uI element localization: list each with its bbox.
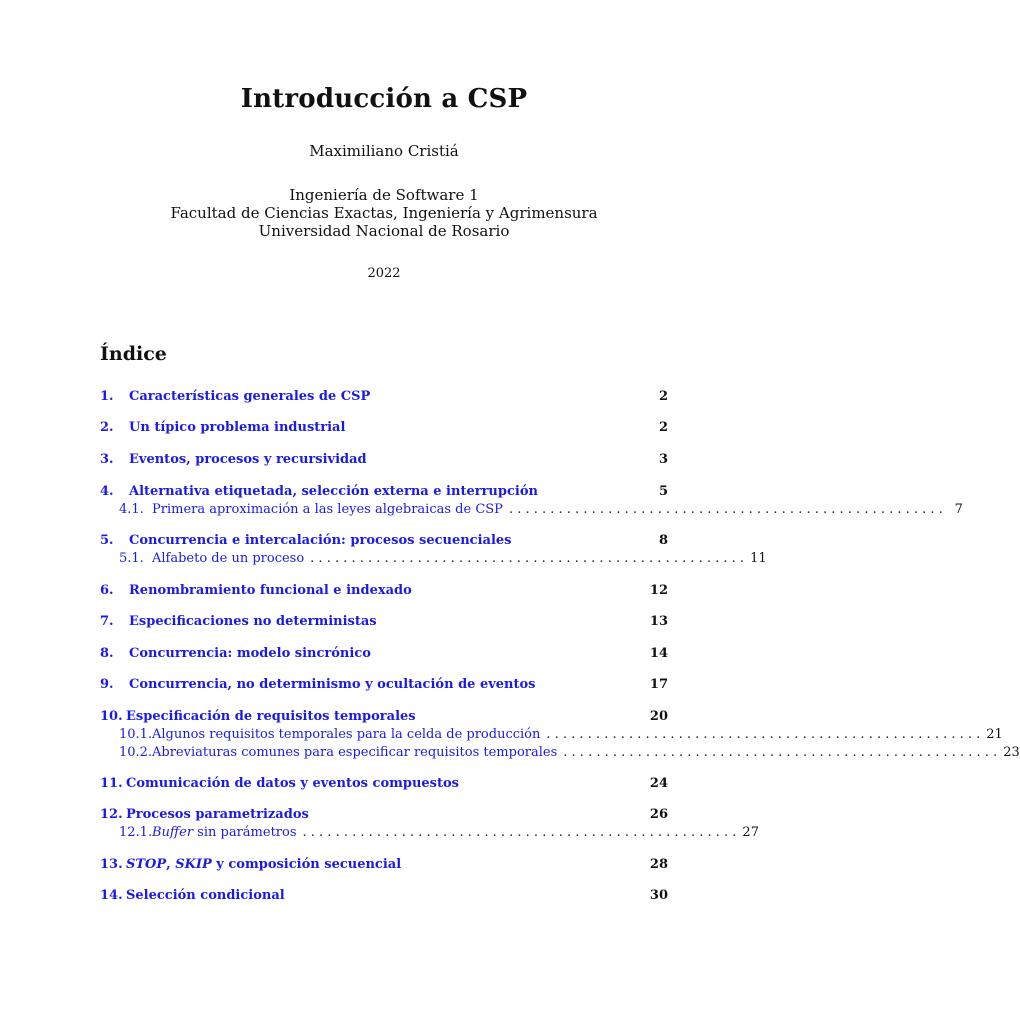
toc-subsection-entry[interactable] xyxy=(100,502,963,520)
toc-section-title[interactable]: Concurrencia e intercalación: procesos secuenciales xyxy=(129,533,512,548)
toc-section-title[interactable]: Eventos, procesos y recursividad xyxy=(129,452,367,467)
toc-section-entry[interactable] xyxy=(100,709,668,727)
toc-subsection-entry[interactable] xyxy=(100,825,759,843)
toc-page-number[interactable]: 20 xyxy=(649,709,668,724)
toc-section-title[interactable]: Características generales de CSP xyxy=(129,389,371,404)
toc-page-number[interactable]: 26 xyxy=(649,807,668,822)
toc-page-number[interactable]: 5 xyxy=(658,484,668,499)
toc-section-number[interactable]: 3. xyxy=(100,452,114,467)
toc-subsection-number[interactable]: 10.1. xyxy=(119,727,153,742)
toc-subsection-number[interactable]: 10.2. xyxy=(119,745,153,760)
toc-subsection-title[interactable]: Alfabeto de un proceso xyxy=(152,551,305,566)
affiliation-line: Ingeniería de Software 1 xyxy=(289,186,479,204)
toc-section-title[interactable]: STOP, SKIP y composición secuencial xyxy=(126,857,402,872)
toc-section-title[interactable]: Un típico problema industrial xyxy=(129,420,346,435)
toc-section-entry[interactable] xyxy=(100,614,668,632)
toc-section-entry[interactable] xyxy=(100,389,668,407)
toc-section-number[interactable]: 12. xyxy=(100,807,123,822)
toc-subsection-entry[interactable] xyxy=(100,745,1020,763)
toc-page-number[interactable]: 12 xyxy=(649,583,668,598)
toc-page-number[interactable]: 17 xyxy=(649,677,668,692)
toc-section-number[interactable]: 13. xyxy=(100,857,123,872)
toc-subsection-entry[interactable] xyxy=(100,727,1003,745)
toc-page-number[interactable]: 8 xyxy=(658,533,668,548)
toc-section-title[interactable]: Comunicación de datos y eventos compuestos xyxy=(126,776,459,791)
toc-page-number[interactable]: 13 xyxy=(649,614,668,629)
toc-section-number[interactable]: 2. xyxy=(100,420,114,435)
toc-page-number[interactable]: 21 xyxy=(986,727,1003,742)
toc-section-number[interactable]: 10. xyxy=(100,709,123,724)
toc-section-title[interactable]: Concurrencia: modelo sincrónico xyxy=(129,646,371,661)
toc-section-title[interactable]: Especificaciones no deterministas xyxy=(129,614,377,629)
toc-section-number[interactable]: 14. xyxy=(100,888,123,903)
toc-leader-dots: . . . . . . . . . . . . . . . . . . . . . . . . . . . . . . . . . . . . . . . . . . . . . . . . . . . . . xyxy=(508,502,943,517)
toc-leader-dots: . . . . . . . . . . . . . . . . . . . . . . . . . . . . . . . . . . . . . . . . . . . . . . . . . . . . . xyxy=(310,551,745,566)
toc-leader-dots: . . . . . . . . . . . . . . . . . . . . . . . . . . . . . . . . . . . . . . . . . . . . . . . . . . . . . xyxy=(563,745,998,760)
toc-page-number[interactable]: 23 xyxy=(1003,745,1020,760)
toc-page-number[interactable]: 11 xyxy=(750,551,767,566)
toc-section-title[interactable]: Renombramiento funcional e indexado xyxy=(129,583,412,598)
affiliation-block xyxy=(0,186,768,240)
document-date: 2022 xyxy=(367,266,401,281)
toc-page-number[interactable]: 27 xyxy=(742,825,759,840)
toc-leader-dots: . . . . . . . . . . . . . . . . . . . . . . . . . . . . . . . . . . . . . . . . . . . . . . . . . . . . . xyxy=(302,825,737,840)
toc-heading: Índice xyxy=(100,343,167,365)
toc-section-number[interactable]: 4. xyxy=(100,484,114,499)
toc-section-entry[interactable] xyxy=(100,420,668,438)
toc-subsection-title[interactable]: Algunos requisitos temporales para la celda de producción xyxy=(152,727,541,742)
toc-subsection-entry[interactable] xyxy=(100,551,767,569)
toc-page-number[interactable]: 3 xyxy=(658,452,668,467)
toc-section-title[interactable]: Concurrencia, no determinismo y ocultación de eventos xyxy=(129,677,536,692)
toc-section-entry[interactable] xyxy=(100,776,668,794)
affiliation-line: Facultad de Ciencias Exactas, Ingeniería y Agrimensura xyxy=(170,204,598,222)
toc-page-number[interactable]: 2 xyxy=(658,389,668,404)
toc-section-title[interactable]: Especificación de requisitos temporales xyxy=(126,709,416,724)
toc-section-title[interactable]: Alternativa etiquetada, selección externa e interrupción xyxy=(129,484,538,499)
toc-subsection-title[interactable]: Buffer sin parámetros xyxy=(152,825,297,840)
toc-section-title[interactable]: Procesos parametrizados xyxy=(126,807,309,822)
toc-leader-dots: . . . . . . . . . . . . . . . . . . . . . . . . . . . . . . . . . . . . . . . . . . . . . . . . . . . . . xyxy=(546,727,981,742)
toc-section-entry[interactable] xyxy=(100,646,668,664)
toc-section-number[interactable]: 9. xyxy=(100,677,114,692)
toc-section-number[interactable]: 5. xyxy=(100,533,114,548)
toc-section-entry[interactable] xyxy=(100,484,668,502)
toc-page-number[interactable]: 2 xyxy=(658,420,668,435)
document-title: Introducción a CSP xyxy=(240,84,528,114)
affiliation-line: Universidad Nacional de Rosario xyxy=(258,222,510,240)
italic-term: STOP xyxy=(126,857,167,872)
toc-page-number[interactable]: 14 xyxy=(649,646,668,661)
author-name: Maximiliano Cristiá xyxy=(309,142,459,160)
toc-section-number[interactable]: 11. xyxy=(100,776,123,791)
toc-section-number[interactable]: 7. xyxy=(100,614,114,629)
toc-page-number[interactable]: 7 xyxy=(954,502,963,517)
toc-section-entry[interactable] xyxy=(100,452,668,470)
toc-section-entry[interactable] xyxy=(100,857,668,875)
toc-section-number[interactable]: 1. xyxy=(100,389,114,404)
toc-page-number[interactable]: 30 xyxy=(649,888,668,903)
toc-page-number[interactable]: 24 xyxy=(649,776,668,791)
toc-subsection-number[interactable]: 5.1. xyxy=(119,551,144,566)
toc-section-entry[interactable] xyxy=(100,533,668,551)
toc-section-number[interactable]: 6. xyxy=(100,583,114,598)
toc-section-title[interactable]: Selección condicional xyxy=(126,888,285,903)
italic-term: SKIP xyxy=(175,857,212,872)
toc-subsection-number[interactable]: 4.1. xyxy=(119,502,144,517)
toc-section-entry[interactable] xyxy=(100,807,668,825)
italic-term: Buffer xyxy=(152,825,194,840)
toc-section-number[interactable]: 8. xyxy=(100,646,114,661)
toc-subsection-title[interactable]: Primera aproximación a las leyes algebraicas de CSP xyxy=(152,502,503,517)
toc-page-number[interactable]: 28 xyxy=(649,857,668,872)
toc-subsection-number[interactable]: 12.1. xyxy=(119,825,153,840)
toc-section-entry[interactable] xyxy=(100,583,668,601)
toc-section-entry[interactable] xyxy=(100,888,668,906)
toc-subsection-title[interactable]: Abreviaturas comunes para especificar requisitos temporales xyxy=(152,745,558,760)
toc-section-entry[interactable] xyxy=(100,677,668,695)
